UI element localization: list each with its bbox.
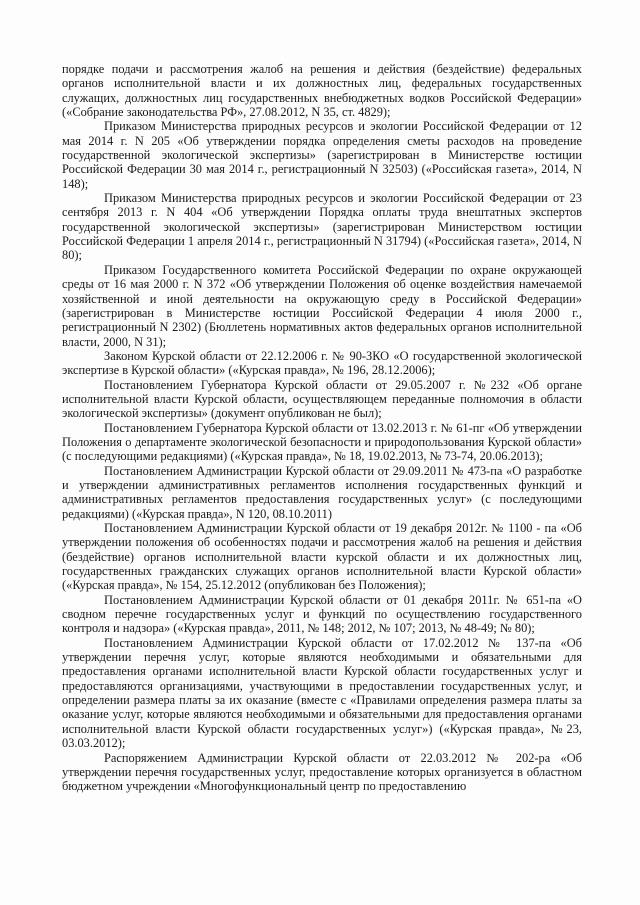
paragraph-decree-473-pa: Постановлением Администрации Курской области от 29.09.2011 № 473-па «О разработке и утверждении административных регламентов исполнения государственных функций и административных регламентов предоставления государственных услуг» (с последующими редакциями) («Курская правда», N 120, 08.10.2011) — [62, 463, 582, 521]
paragraph-governor-decree-61-pg: Постановлением Губернатора Курской области от 13.02.2013 г. № 61-пг «Об утверждении Положения о департаменте экологической безопасности и природопользования Курской области» (с последующими редакциями) («Курская правда», № 18, 19.02.2013, № 73-74, 20.06.2013); — [62, 420, 582, 464]
paragraph-governor-decree-232: Постановлением Губернатора Курской области от 29.05.2007 г. №232 «Об органе исполнительной власти Курской области, осуществляющем переданные полномочия в области экологической экспертизы» (документ опубликован не был); — [62, 377, 582, 421]
paragraph-federal-complaints-order: порядке подачи и рассмотрения жалоб на решения и действия (бездействие) федеральных органов исполнительной власти и их должностных лиц, федеральных государственных служащих, должностных лиц государственных внебюджетных водков Российской Федерации» («Собрание законодательства РФ», 27.08.2012, N 35, ст. 4829); — [62, 62, 582, 120]
paragraph-order-372: Приказом Государственного комитета Российской Федерации по охране окружающей среды от 16 мая 2000 г. N 372 «Об утверждении Положения об оценке воздействия намечаемой хозяйственной и иной деятельности на окружающую среду в Российской Федерации» (зарегистрирован в Министерстве юстиции Российской Федерации 4 июля 2000 г., регистрационный N 2302) (Бюллетень нормативных актов федеральных органов исполнительной власти, 2000, N 31); — [62, 262, 582, 349]
paragraph-decree-137-pa: Постановлением Администрации Курской области от 17.02.2012 № 137-па «Об утверждении перечня услуг, которые являются необходимыми и обязательными для предоставления органами исполнительной власти Курской области государственных услуг и предоставляются организациями, участвующими в предоставлении государственных услуг, и определении размера платы за их оказание (вместе с «Правилами определения размера платы за оказание услуг, которые являются необходимыми и обязательными для предоставления органами исполнительной власти Курской области государственных услуг») («Курская правда», №23, 03.03.2012); — [62, 635, 582, 751]
paragraph-order-404: Приказом Министерства природных ресурсов и экологии Российской Федерации от 23 сентября 2013 г. N 404 «Об утверждении Порядка оплаты труда внештатных экспертов государственной экологической экспертизы» (зарегистрирован Министерством юстиции Российской Федерации 1 апреля 2014 г., регистрационный N 31794) («Российская газета», 2014, N 80); — [62, 191, 582, 263]
paragraph-order-202-ra: Распоряжением Администрации Курской области от 22.03.2012 № 202-ра «Об утверждении перечня государственных услуг, предоставление которых организуется в областном бюджетном учреждении «Многофункциональный центр по предоставлению — [62, 750, 582, 794]
paragraph-decree-1100-pa: Постановлением Администрации Курской области от 19 декабря 2012г. № 1100 - па «Об утверждении положения об особенностях подачи и рассмотрения жалоб на решения и действия (бездействие) органов исполнительной власти курской области и их должностных лиц, государственных гражданских служащих органов исполнительной власти Курской области» («Курская правда», № 154, 25.12.2012 (опубликован без Положения); — [62, 521, 582, 593]
paragraph-decree-651-pa: Постановлением Администрации Курской области от 01 декабря 2011г. № 651-па «О сводном перечне государственных услуг и функций по осуществлению государственного контроля и надзора» («Курская правда», 2011, № 148; 2012, № 107; 2013, № 48-49; № 80); — [62, 592, 582, 636]
document-body — [62, 62, 582, 794]
paragraph-law-90-zko: Законом Курской области от 22.12.2006 г. № 90-ЗКО «О государственной экологической экспертизе в Курской области» («Курская правда», № 196, 28.12.2006); — [62, 348, 582, 378]
paragraph-order-205: Приказом Министерства природных ресурсов и экологии Российской Федерации от 12 мая 2014 г. N 205 «Об утверждении порядка определения сметы расходов на проведение государственной экологической экспертизы» (зарегистрирован в Министерстве юстиции Российской Федерации 30 мая 2014 г., регистрационный N 32503) («Российская газета», 2014, N 148); — [62, 119, 582, 191]
